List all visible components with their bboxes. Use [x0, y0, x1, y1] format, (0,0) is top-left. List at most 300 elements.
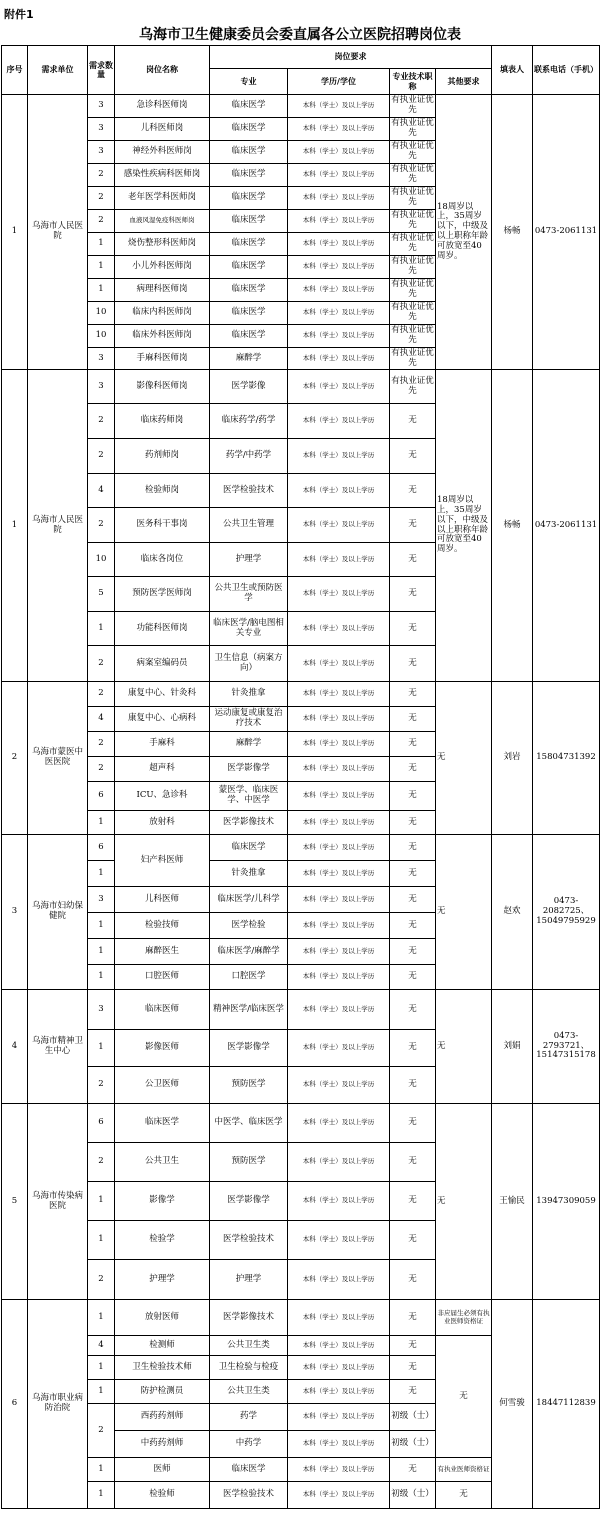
- major-cell: 临床医学: [210, 210, 288, 233]
- qty-cell: 2: [88, 164, 115, 187]
- qty-cell: 3: [88, 118, 115, 141]
- title-req-cell: 有执业证优先: [390, 141, 436, 164]
- edu-cell: 本科（学士）及以上学历: [288, 965, 390, 990]
- phone-cell: 13947309059: [533, 1104, 600, 1300]
- major-cell: 临床医学: [210, 302, 288, 325]
- title-req-cell: 无: [390, 1067, 436, 1104]
- table-row: [2, 370, 600, 404]
- table-row: [2, 835, 600, 861]
- title-req-cell: 无: [390, 404, 436, 439]
- title-req-cell: 无: [390, 508, 436, 543]
- header-requirements: 岗位要求: [210, 46, 492, 69]
- major-cell: 护理学: [210, 543, 288, 577]
- phone-cell: 0473-2061131: [533, 95, 600, 370]
- post-cell: 影像科医师岗: [115, 370, 210, 404]
- edu-cell: 本科（学士）及以上学历: [288, 233, 390, 256]
- post-cell: 公共卫生: [115, 1143, 210, 1182]
- qty-cell: 1: [88, 811, 115, 835]
- other-req-cell: 18周岁以上，35周岁以下，中级及以上职称年龄可放宽至40周岁。: [436, 370, 492, 682]
- phone-cell: 15804731392: [533, 682, 600, 835]
- edu-cell: 本科（学士）及以上学历: [288, 508, 390, 543]
- edu-cell: 本科（学士）及以上学历: [288, 732, 390, 757]
- unit-cell: 乌海市妇幼保健院: [28, 835, 88, 990]
- edu-cell: 本科（学士）及以上学历: [288, 95, 390, 118]
- post-cell: 超声科: [115, 757, 210, 782]
- major-cell: 药学/中药学: [210, 439, 288, 474]
- qty-cell: 1: [88, 233, 115, 256]
- major-cell: 临床药学/药学: [210, 404, 288, 439]
- seq-cell: 1: [2, 370, 28, 682]
- title-req-cell: 无: [390, 1143, 436, 1182]
- phone-cell: 0473-2082725、15049795929: [533, 835, 600, 990]
- seq-cell: 3: [2, 835, 28, 990]
- qty-cell: 1: [88, 913, 115, 939]
- major-cell: 中药学: [210, 1431, 288, 1458]
- edu-cell: 本科（学士）及以上学历: [288, 187, 390, 210]
- post-cell: 预防医学医师岗: [115, 577, 210, 612]
- filler-cell: 王愉民: [492, 1104, 533, 1300]
- qty-cell: 1: [88, 1356, 115, 1380]
- header-title: 专业技术职称: [390, 69, 436, 95]
- post-cell: 临床各岗位: [115, 543, 210, 577]
- edu-cell: 本科（学士）及以上学历: [288, 279, 390, 302]
- seq-cell: 5: [2, 1104, 28, 1300]
- post-cell: 影像学: [115, 1182, 210, 1221]
- qty-cell: 1: [88, 279, 115, 302]
- major-cell: 针灸推拿: [210, 682, 288, 707]
- edu-cell: 本科（学士）及以上学历: [288, 141, 390, 164]
- edu-cell: 本科（学士）及以上学历: [288, 348, 390, 370]
- edu-cell: 本科（学士）及以上学历: [288, 1336, 390, 1356]
- post-cell: 临床药师岗: [115, 404, 210, 439]
- post-cell: 检验学: [115, 1221, 210, 1260]
- unit-cell: 乌海市传染病医院: [28, 1104, 88, 1300]
- header-major: 专业: [210, 69, 288, 95]
- other-req-cell: 无: [436, 990, 492, 1104]
- edu-cell: 本科（学士）及以上学历: [288, 1030, 390, 1067]
- qty-cell: 10: [88, 543, 115, 577]
- post-cell: 烧伤整形科医师岗: [115, 233, 210, 256]
- major-cell: 临床医学: [210, 1458, 288, 1482]
- title-req-cell: 无: [390, 861, 436, 887]
- post-cell: 口腔医师: [115, 965, 210, 990]
- qty-cell: 3: [88, 348, 115, 370]
- title-req-cell: 无: [390, 1030, 436, 1067]
- major-cell: 护理学: [210, 1260, 288, 1300]
- header-other: 其他要求: [436, 69, 492, 95]
- other-req-cell: 无: [436, 835, 492, 990]
- header-filler: 填表人: [492, 46, 533, 95]
- phone-cell: 18447112839: [533, 1300, 600, 1509]
- qty-cell: 3: [88, 887, 115, 913]
- edu-cell: 本科（学士）及以上学历: [288, 1221, 390, 1260]
- major-cell: 精神医学/临床医学: [210, 990, 288, 1030]
- qty-cell: 2: [88, 646, 115, 682]
- table-row: [2, 990, 600, 1030]
- major-cell: 临床医学: [210, 95, 288, 118]
- title-req-cell: 无: [390, 707, 436, 732]
- qty-cell: 3: [88, 95, 115, 118]
- qty-cell: 1: [88, 1221, 115, 1260]
- major-cell: 预防医学: [210, 1143, 288, 1182]
- qty-cell: 1: [88, 1482, 115, 1509]
- edu-cell: 本科（学士）及以上学历: [288, 1482, 390, 1509]
- post-cell: 医师: [115, 1458, 210, 1482]
- qty-cell: 1: [88, 256, 115, 279]
- edu-cell: 本科（学士）及以上学历: [288, 164, 390, 187]
- title-req-cell: 无: [390, 1380, 436, 1404]
- table-row: [2, 95, 600, 118]
- major-cell: 医学影像学: [210, 757, 288, 782]
- seq-cell: 2: [2, 682, 28, 835]
- title-req-cell: 有执业证优先: [390, 95, 436, 118]
- post-cell: 康复中心、心病科: [115, 707, 210, 732]
- unit-cell: 乌海市人民医院: [28, 95, 88, 370]
- filler-cell: 赵欢: [492, 835, 533, 990]
- title-req-cell: 无: [390, 612, 436, 646]
- other-req-cell: 无: [436, 1336, 492, 1458]
- major-cell: 医学影像学: [210, 1182, 288, 1221]
- title-req-cell: 无: [390, 1336, 436, 1356]
- edu-cell: 本科（学士）及以上学历: [288, 861, 390, 887]
- edu-cell: 本科（学士）及以上学历: [288, 439, 390, 474]
- edu-cell: 本科（学士）及以上学历: [288, 118, 390, 141]
- edu-cell: 本科（学士）及以上学历: [288, 682, 390, 707]
- title-req-cell: 无: [390, 543, 436, 577]
- major-cell: 临床医学: [210, 187, 288, 210]
- header-unit: 需求单位: [28, 46, 88, 95]
- qty-cell: 2: [88, 439, 115, 474]
- major-cell: 蒙医学、临床医学、中医学: [210, 782, 288, 811]
- title-req-cell: 有执业证优先: [390, 118, 436, 141]
- title-req-cell: 无: [390, 646, 436, 682]
- edu-cell: 本科（学士）及以上学历: [288, 577, 390, 612]
- post-cell: 儿科医师: [115, 887, 210, 913]
- post-cell: 医务科干事岗: [115, 508, 210, 543]
- edu-cell: 本科（学士）及以上学历: [288, 757, 390, 782]
- edu-cell: 本科（学士）及以上学历: [288, 913, 390, 939]
- edu-cell: 本科（学士）及以上学历: [288, 474, 390, 508]
- post-cell: 卫生检验技术师: [115, 1356, 210, 1380]
- edu-cell: 本科（学士）及以上学历: [288, 1182, 390, 1221]
- filler-cell: 杨畅: [492, 370, 533, 682]
- edu-cell: 本科（学士）及以上学历: [288, 1458, 390, 1482]
- edu-cell: 本科（学士）及以上学历: [288, 707, 390, 732]
- edu-cell: 本科（学士）及以上学历: [288, 404, 390, 439]
- title-req-cell: 无: [390, 732, 436, 757]
- title-req-cell: 无: [390, 1260, 436, 1300]
- post-cell: 病案室编码员: [115, 646, 210, 682]
- title-req-cell: 有执业证优先: [390, 256, 436, 279]
- qty-cell: 1: [88, 1030, 115, 1067]
- major-cell: 药学: [210, 1404, 288, 1431]
- header-seq: 序号: [2, 46, 28, 95]
- title-req-cell: 无: [390, 439, 436, 474]
- major-cell: 临床医学/脑电图相关专业: [210, 612, 288, 646]
- qty-cell: 2: [88, 210, 115, 233]
- post-cell: 影像医师: [115, 1030, 210, 1067]
- title-req-cell: 无: [390, 835, 436, 861]
- qty-cell: 2: [88, 187, 115, 210]
- qty-cell: 1: [88, 861, 115, 887]
- major-cell: 卫生信息（病案方向）: [210, 646, 288, 682]
- major-cell: 临床医学: [210, 164, 288, 187]
- title-req-cell: 无: [390, 913, 436, 939]
- qty-cell: 6: [88, 835, 115, 861]
- major-cell: 医学检验技术: [210, 1221, 288, 1260]
- title-req-cell: 无: [390, 682, 436, 707]
- qty-cell: 4: [88, 474, 115, 508]
- title-req-cell: 无: [390, 1182, 436, 1221]
- qty-cell: 2: [88, 757, 115, 782]
- edu-cell: 本科（学士）及以上学历: [288, 370, 390, 404]
- edu-cell: 本科（学士）及以上学历: [288, 543, 390, 577]
- post-cell: 西药药剂师: [115, 1404, 210, 1431]
- qty-cell: 1: [88, 1300, 115, 1336]
- table-row: [2, 682, 600, 707]
- title-req-cell: 无: [390, 782, 436, 811]
- qty-cell: 2: [88, 682, 115, 707]
- edu-cell: 本科（学士）及以上学历: [288, 646, 390, 682]
- title-req-cell: 无: [390, 1356, 436, 1380]
- post-cell: 护理学: [115, 1260, 210, 1300]
- post-cell: 临床外科医师岗: [115, 325, 210, 348]
- major-cell: 医学检验: [210, 913, 288, 939]
- header-post: 岗位名称: [115, 46, 210, 95]
- edu-cell: 本科（学士）及以上学历: [288, 1356, 390, 1380]
- phone-cell: 0473-2061131: [533, 370, 600, 682]
- major-cell: 临床医学: [210, 325, 288, 348]
- edu-cell: 本科（学士）及以上学历: [288, 612, 390, 646]
- major-cell: 麻醉学: [210, 348, 288, 370]
- post-cell: 临床医师: [115, 990, 210, 1030]
- qty-cell: 1: [88, 1182, 115, 1221]
- title-req-cell: 初级（士）: [390, 1482, 436, 1509]
- post-cell: 儿科医师岗: [115, 118, 210, 141]
- unit-cell: 乌海市蒙医中医医院: [28, 682, 88, 835]
- title-req-cell: 无: [390, 887, 436, 913]
- post-cell: 公卫医师: [115, 1067, 210, 1104]
- edu-cell: 本科（学士）及以上学历: [288, 325, 390, 348]
- title-req-cell: 无: [390, 474, 436, 508]
- post-cell: 血液风湿免疫科医师岗: [115, 210, 210, 233]
- major-cell: 临床医学: [210, 256, 288, 279]
- header-education: 学历/学位: [288, 69, 390, 95]
- qty-cell: 6: [88, 1104, 115, 1143]
- post-cell: 防护检测员: [115, 1380, 210, 1404]
- major-cell: 针灸推拿: [210, 861, 288, 887]
- major-cell: 预防医学: [210, 1067, 288, 1104]
- unit-cell: 乌海市人民医院: [28, 370, 88, 682]
- title-req-cell: 有执业证优先: [390, 233, 436, 256]
- title-req-cell: 初级（士）: [390, 1404, 436, 1431]
- major-cell: 医学影像技术: [210, 811, 288, 835]
- title-req-cell: 无: [390, 965, 436, 990]
- qty-cell: 5: [88, 577, 115, 612]
- major-cell: 公共卫生或预防医学: [210, 577, 288, 612]
- post-cell: ICU、急诊科: [115, 782, 210, 811]
- title-req-cell: 无: [390, 1300, 436, 1336]
- qty-cell: 1: [88, 939, 115, 965]
- filler-cell: 杨畅: [492, 95, 533, 370]
- other-req-cell: 无: [436, 682, 492, 835]
- post-cell: 病理科医师岗: [115, 279, 210, 302]
- title-req-cell: 初级（士）: [390, 1431, 436, 1458]
- post-cell: 感染性疾病科医师岗: [115, 164, 210, 187]
- qty-cell: 2: [88, 1404, 115, 1458]
- qty-cell: 10: [88, 302, 115, 325]
- title-req-cell: 无: [390, 990, 436, 1030]
- seq-cell: 4: [2, 990, 28, 1104]
- post-cell: 药剂师岗: [115, 439, 210, 474]
- major-cell: 临床医学: [210, 279, 288, 302]
- title-req-cell: 有执业证优先: [390, 325, 436, 348]
- attachment-label: 附件1: [4, 8, 34, 21]
- major-cell: 公共卫生管理: [210, 508, 288, 543]
- qty-cell: 3: [88, 141, 115, 164]
- post-cell: 手麻科: [115, 732, 210, 757]
- major-cell: 医学影像学: [210, 1030, 288, 1067]
- major-cell: 中医学、临床医学: [210, 1104, 288, 1143]
- post-cell: 临床医学: [115, 1104, 210, 1143]
- qty-cell: 1: [88, 612, 115, 646]
- major-cell: 临床医学: [210, 141, 288, 164]
- other-req-cell: 有执业医师资格证: [436, 1458, 492, 1482]
- qty-cell: 2: [88, 1143, 115, 1182]
- edu-cell: 本科（学士）及以上学历: [288, 1380, 390, 1404]
- major-cell: 卫生检验与检疫: [210, 1356, 288, 1380]
- edu-cell: 本科（学士）及以上学历: [288, 1300, 390, 1336]
- major-cell: 麻醉学: [210, 732, 288, 757]
- post-cell: 放射科: [115, 811, 210, 835]
- post-cell: 中药药剂师: [115, 1431, 210, 1458]
- qty-cell: 2: [88, 732, 115, 757]
- unit-cell: 乌海市职业病防治院: [28, 1300, 88, 1509]
- title-req-cell: 有执业证优先: [390, 187, 436, 210]
- qty-cell: 4: [88, 1336, 115, 1356]
- qty-cell: 1: [88, 1380, 115, 1404]
- phone-cell: 0473-2793721、15147315178: [533, 990, 600, 1104]
- post-cell: 急诊科医师岗: [115, 95, 210, 118]
- qty-cell: 3: [88, 370, 115, 404]
- table-row: [2, 1104, 600, 1143]
- post-cell: 放射医师: [115, 1300, 210, 1336]
- edu-cell: 本科（学士）及以上学历: [288, 1143, 390, 1182]
- title-req-cell: 有执业证优先: [390, 302, 436, 325]
- title-req-cell: 无: [390, 1458, 436, 1482]
- edu-cell: 本科（学士）及以上学历: [288, 835, 390, 861]
- post-cell: 小儿外科医师岗: [115, 256, 210, 279]
- edu-cell: 本科（学士）及以上学历: [288, 811, 390, 835]
- post-cell: 检验技师: [115, 913, 210, 939]
- title-req-cell: 有执业证优先: [390, 279, 436, 302]
- title-req-cell: 无: [390, 1221, 436, 1260]
- edu-cell: 本科（学士）及以上学历: [288, 990, 390, 1030]
- edu-cell: 本科（学士）及以上学历: [288, 782, 390, 811]
- qty-cell: 3: [88, 990, 115, 1030]
- qty-cell: 6: [88, 782, 115, 811]
- filler-cell: 何雪骏: [492, 1300, 533, 1509]
- major-cell: 临床医学/儿科学: [210, 887, 288, 913]
- filler-cell: 刘岩: [492, 682, 533, 835]
- major-cell: 医学影像: [210, 370, 288, 404]
- post-cell: 手麻科医师岗: [115, 348, 210, 370]
- title-req-cell: 无: [390, 811, 436, 835]
- title-req-cell: 无: [390, 939, 436, 965]
- filler-cell: 刘娟: [492, 990, 533, 1104]
- major-cell: 医学影像技术: [210, 1300, 288, 1336]
- post-cell: 神经外科医师岗: [115, 141, 210, 164]
- page-title: 乌海市卫生健康委员会委直属各公立医院招聘岗位表: [139, 27, 461, 43]
- edu-cell: 本科（学士）及以上学历: [288, 210, 390, 233]
- seq-cell: 1: [2, 95, 28, 370]
- major-cell: 医学检验技术: [210, 474, 288, 508]
- qty-cell: 1: [88, 965, 115, 990]
- major-cell: 公共卫生类: [210, 1336, 288, 1356]
- other-req-cell: 非应届生必须有执业医师资格证: [436, 1300, 492, 1336]
- title-req-cell: 无: [390, 757, 436, 782]
- post-cell: 功能科医师岗: [115, 612, 210, 646]
- qty-cell: 10: [88, 325, 115, 348]
- post-cell: 老年医学科医师岗: [115, 187, 210, 210]
- post-cell: 检验师岗: [115, 474, 210, 508]
- major-cell: 医学检验技术: [210, 1482, 288, 1509]
- major-cell: 临床医学: [210, 835, 288, 861]
- edu-cell: 本科（学士）及以上学历: [288, 1104, 390, 1143]
- post-cell: 检验师: [115, 1482, 210, 1509]
- qty-cell: 2: [88, 1067, 115, 1104]
- edu-cell: 本科（学士）及以上学历: [288, 939, 390, 965]
- unit-cell: 乌海市精神卫生中心: [28, 990, 88, 1104]
- recruitment-table: [1, 45, 600, 1509]
- qty-cell: 4: [88, 707, 115, 732]
- qty-cell: 2: [88, 1260, 115, 1300]
- title-req-cell: 无: [390, 1104, 436, 1143]
- post-cell: 康复中心、针灸科: [115, 682, 210, 707]
- edu-cell: 本科（学士）及以上学历: [288, 1067, 390, 1104]
- other-req-cell: 18周岁以上，35周岁以下，中级及以上职称年龄可放宽至40周岁。: [436, 95, 492, 370]
- qty-cell: 2: [88, 404, 115, 439]
- major-cell: 临床医学: [210, 118, 288, 141]
- edu-cell: 本科（学士）及以上学历: [288, 1260, 390, 1300]
- major-cell: 公共卫生类: [210, 1380, 288, 1404]
- title-req-cell: 有执业证优先: [390, 210, 436, 233]
- post-cell: 临床内科医师岗: [115, 302, 210, 325]
- post-cell: 妇产科医师: [115, 835, 210, 887]
- edu-cell: 本科（学士）及以上学历: [288, 1431, 390, 1458]
- qty-cell: 2: [88, 508, 115, 543]
- title-req-cell: 有执业证优先: [390, 370, 436, 404]
- edu-cell: 本科（学士）及以上学历: [288, 256, 390, 279]
- edu-cell: 本科（学士）及以上学历: [288, 1404, 390, 1431]
- qty-cell: 1: [88, 1458, 115, 1482]
- seq-cell: 6: [2, 1300, 28, 1509]
- post-cell: 检测师: [115, 1336, 210, 1356]
- header-phone: 联系电话（手机）: [533, 46, 600, 95]
- edu-cell: 本科（学士）及以上学历: [288, 887, 390, 913]
- major-cell: 临床医学: [210, 233, 288, 256]
- title-req-cell: 无: [390, 577, 436, 612]
- header-qty: 需求数量: [88, 46, 115, 95]
- title-req-cell: 有执业证优先: [390, 164, 436, 187]
- major-cell: 运动康复或康复治疗技术: [210, 707, 288, 732]
- table-row: [2, 1300, 600, 1336]
- other-req-cell: 无: [436, 1104, 492, 1300]
- major-cell: 口腔医学: [210, 965, 288, 990]
- other-req-cell: 无: [436, 1482, 492, 1509]
- edu-cell: 本科（学士）及以上学历: [288, 302, 390, 325]
- major-cell: 临床医学/麻醉学: [210, 939, 288, 965]
